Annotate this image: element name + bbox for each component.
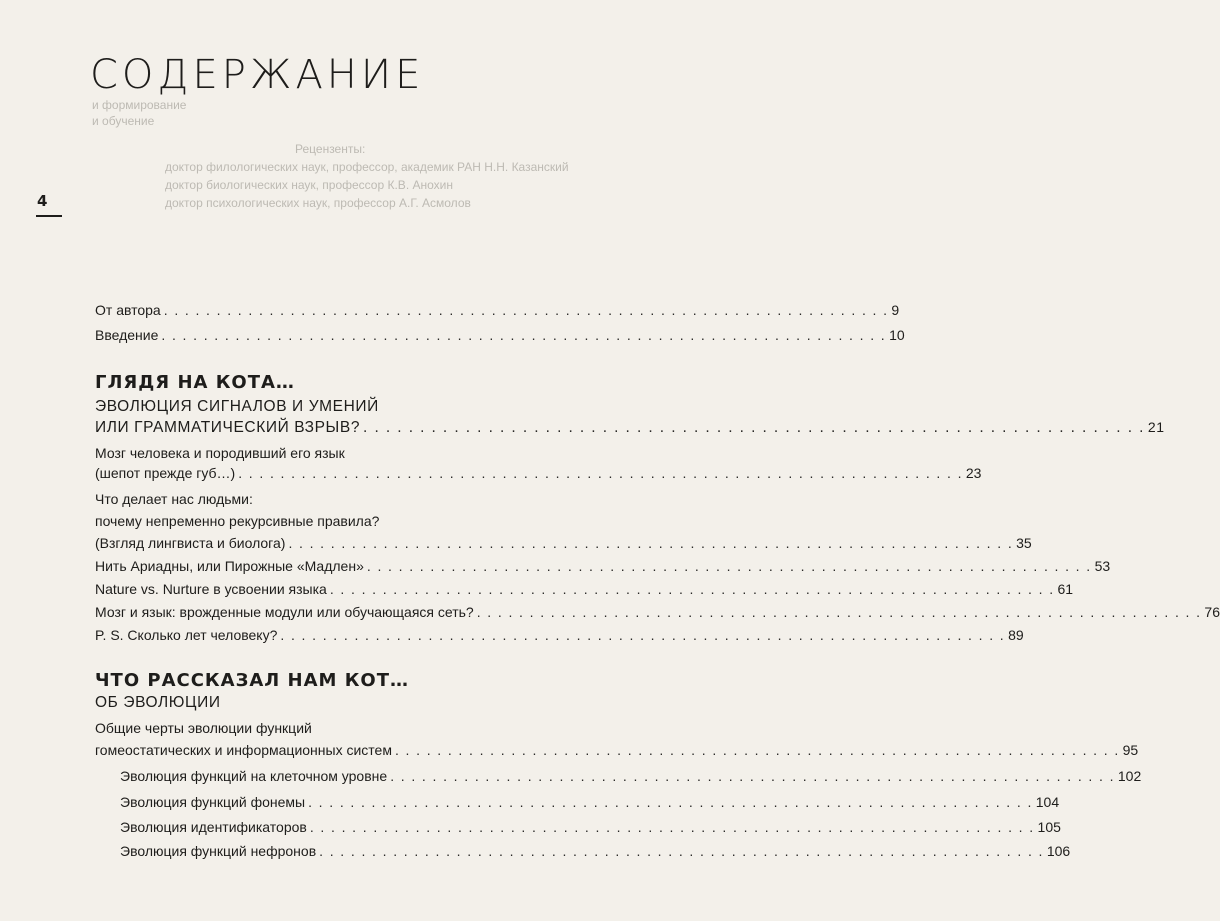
toc-entry[interactable]: [95, 325, 905, 345]
toc-entry[interactable]: [95, 740, 1139, 760]
toc-subentry[interactable]: [120, 817, 1061, 837]
dot-leader: . . . . . . . . . . . . . . . . . . . . . . . . . . . . . . . . . . . . . . . . . . . . . . . . . . . . . . . . . . . . . . . . . . . . .: [161, 327, 887, 343]
toc-entry[interactable]: [95, 579, 1074, 599]
toc-entry-page: 104: [1035, 794, 1060, 810]
dot-leader: . . . . . . . . . . . . . . . . . . . . . . . . . . . . . . . . . . . . . . . . . . . . . . . . . . . . . . . . . . . . . . . . . . . . .: [308, 794, 1033, 810]
toc-entry-title: P. S. Сколько лет человеку?: [95, 627, 278, 643]
toc-entry[interactable]: [95, 625, 1024, 645]
section-subheading: ОБ ЭВОЛЮЦИИ: [95, 694, 221, 711]
toc-entry-line: Что делает нас людьми:: [95, 491, 253, 507]
toc-entry-page: 35: [1016, 535, 1032, 551]
dot-leader: . . . . . . . . . . . . . . . . . . . . . . . . . . . . . . . . . . . . . . . . . . . . . . . . . . . . . . . . . . . . . . . . . . . . .: [238, 465, 963, 481]
toc-entry-title: гомеостатических и информационных систем: [95, 742, 392, 758]
toc-entry-page: 95: [1122, 742, 1139, 758]
toc-entry-page: 76: [1204, 604, 1220, 620]
toc-entry-title: ИЛИ ГРАММАТИЧЕСКИЙ ВЗРЫВ?: [95, 419, 361, 436]
dot-leader: . . . . . . . . . . . . . . . . . . . . . . . . . . . . . . . . . . . . . . . . . . . . . . . . . . . . . . . . . . . . . . . . . . . . .: [363, 419, 1145, 436]
toc-entry[interactable]: [95, 417, 1165, 438]
toc-entry-title: Мозг и язык: врожденные модули или обучающаяся сеть?: [95, 604, 474, 620]
toc-entry-page: 10: [889, 327, 905, 343]
toc-subentry[interactable]: [120, 792, 1060, 812]
dot-leader: . . . . . . . . . . . . . . . . . . . . . . . . . . . . . . . . . . . . . . . . . . . . . . . . . . . . . . . . . . . . . . . . . . . . .: [366, 558, 1092, 574]
toc-entry-title: (шепот прежде губ…): [95, 465, 236, 481]
toc-entry-page: 61: [1057, 581, 1074, 597]
toc-entry-title: От автора: [95, 302, 161, 318]
toc-entry-title: Нить Ариадны, или Пирожные «Мадлен»: [95, 558, 364, 574]
toc-entry-title: (Взгляд лингвиста и биолога): [95, 535, 286, 551]
toc-entry[interactable]: [95, 300, 900, 320]
bleed-through-text: доктор филологических наук, профессор, академик РАН Н.Н. Казанский: [165, 160, 569, 174]
toc-entry-line: Общие черты эволюции функций: [95, 720, 312, 736]
toc-entry-title: Эволюция функций на клеточном уровне: [120, 768, 388, 784]
dot-leader: . . . . . . . . . . . . . . . . . . . . . . . . . . . . . . . . . . . . . . . . . . . . . . . . . . . . . . . . . . . . . . . . . . . . .: [394, 742, 1120, 758]
toc-subentry[interactable]: [120, 766, 1142, 786]
page-number-rule: [36, 215, 62, 217]
dot-leader: . . . . . . . . . . . . . . . . . . . . . . . . . . . . . . . . . . . . . . . . . . . . . . . . . . . . . . . . . . . . . . . . . . . . .: [163, 302, 889, 318]
toc-entry-page: 106: [1046, 843, 1071, 859]
dot-leader: . . . . . . . . . . . . . . . . . . . . . . . . . . . . . . . . . . . . . . . . . . . . . . . . . . . . . . . . . . . . . . . . . . . . .: [329, 581, 1055, 597]
dot-leader: . . . . . . . . . . . . . . . . . . . . . . . . . . . . . . . . . . . . . . . . . . . . . . . . . . . . . . . . . . . . . . . . . . . . .: [309, 819, 1035, 835]
toc-entry-title: Эволюция функций фонемы: [120, 794, 306, 810]
toc-entry[interactable]: [95, 556, 1111, 576]
bleed-through-text: Рецензенты:: [295, 142, 366, 156]
toc-entry[interactable]: [95, 463, 982, 483]
dot-leader: . . . . . . . . . . . . . . . . . . . . . . . . . . . . . . . . . . . . . . . . . . . . . . . . . . . . . . . . . . . . . . . . . . . . .: [288, 535, 1014, 551]
toc-entry-page: 105: [1037, 819, 1061, 835]
bleed-through-text: и обучение: [92, 114, 155, 128]
toc-entry-page: 89: [1008, 627, 1024, 643]
toc-subentry[interactable]: [120, 841, 1071, 861]
toc-entry[interactable]: [95, 533, 1032, 553]
bleed-through-text: и формирование: [92, 98, 187, 112]
page-number: 4: [37, 192, 48, 210]
bleed-through-text: доктор психологических наук, профессор А.Г. Асмолов: [165, 196, 471, 210]
dot-leader: . . . . . . . . . . . . . . . . . . . . . . . . . . . . . . . . . . . . . . . . . . . . . . . . . . . . . . . . . . . . . . . . . . . . .: [319, 843, 1044, 859]
toc-entry[interactable]: [95, 602, 1220, 622]
toc-entry-title: Эволюция функций нефронов: [120, 843, 317, 859]
toc-entry-page: 53: [1094, 558, 1111, 574]
bleed-through-text: доктор биологических наук, профессор К.В. Анохин: [165, 178, 453, 192]
toc-entry-title: Введение: [95, 327, 159, 343]
toc-entry-line: Мозг человека и породивший его язык: [95, 445, 345, 461]
page-title: СОДЕРЖАНИЕ: [90, 52, 425, 98]
toc-entry-title: Nature vs. Nurture в усвоении языка: [95, 581, 327, 597]
section-heading[interactable]: ГЛЯДЯ НА КОТА…: [95, 372, 295, 393]
toc-entry-line: почему непременно рекурсивные правила?: [95, 513, 380, 529]
toc-entry-page: 23: [965, 465, 982, 481]
section-heading[interactable]: ЧТО РАССКАЗАЛ НАМ КОТ…: [95, 670, 409, 691]
dot-leader: . . . . . . . . . . . . . . . . . . . . . . . . . . . . . . . . . . . . . . . . . . . . . . . . . . . . . . . . . . . . . . . . . . . . .: [390, 768, 1115, 784]
toc-entry-page: 21: [1147, 419, 1165, 435]
section-subheading: ЭВОЛЮЦИЯ СИГНАЛОВ И УМЕНИЙ: [95, 398, 379, 415]
toc-entry-page: 102: [1117, 768, 1142, 784]
toc-entry-page: 9: [891, 302, 900, 318]
dot-leader: . . . . . . . . . . . . . . . . . . . . . . . . . . . . . . . . . . . . . . . . . . . . . . . . . . . . . . . . . . . . . . . . . . . . .: [280, 627, 1006, 643]
dot-leader: . . . . . . . . . . . . . . . . . . . . . . . . . . . . . . . . . . . . . . . . . . . . . . . . . . . . . . . . . . . . . . . . . . . . .: [476, 604, 1202, 620]
toc-entry-title: Эволюция идентификаторов: [120, 819, 307, 835]
